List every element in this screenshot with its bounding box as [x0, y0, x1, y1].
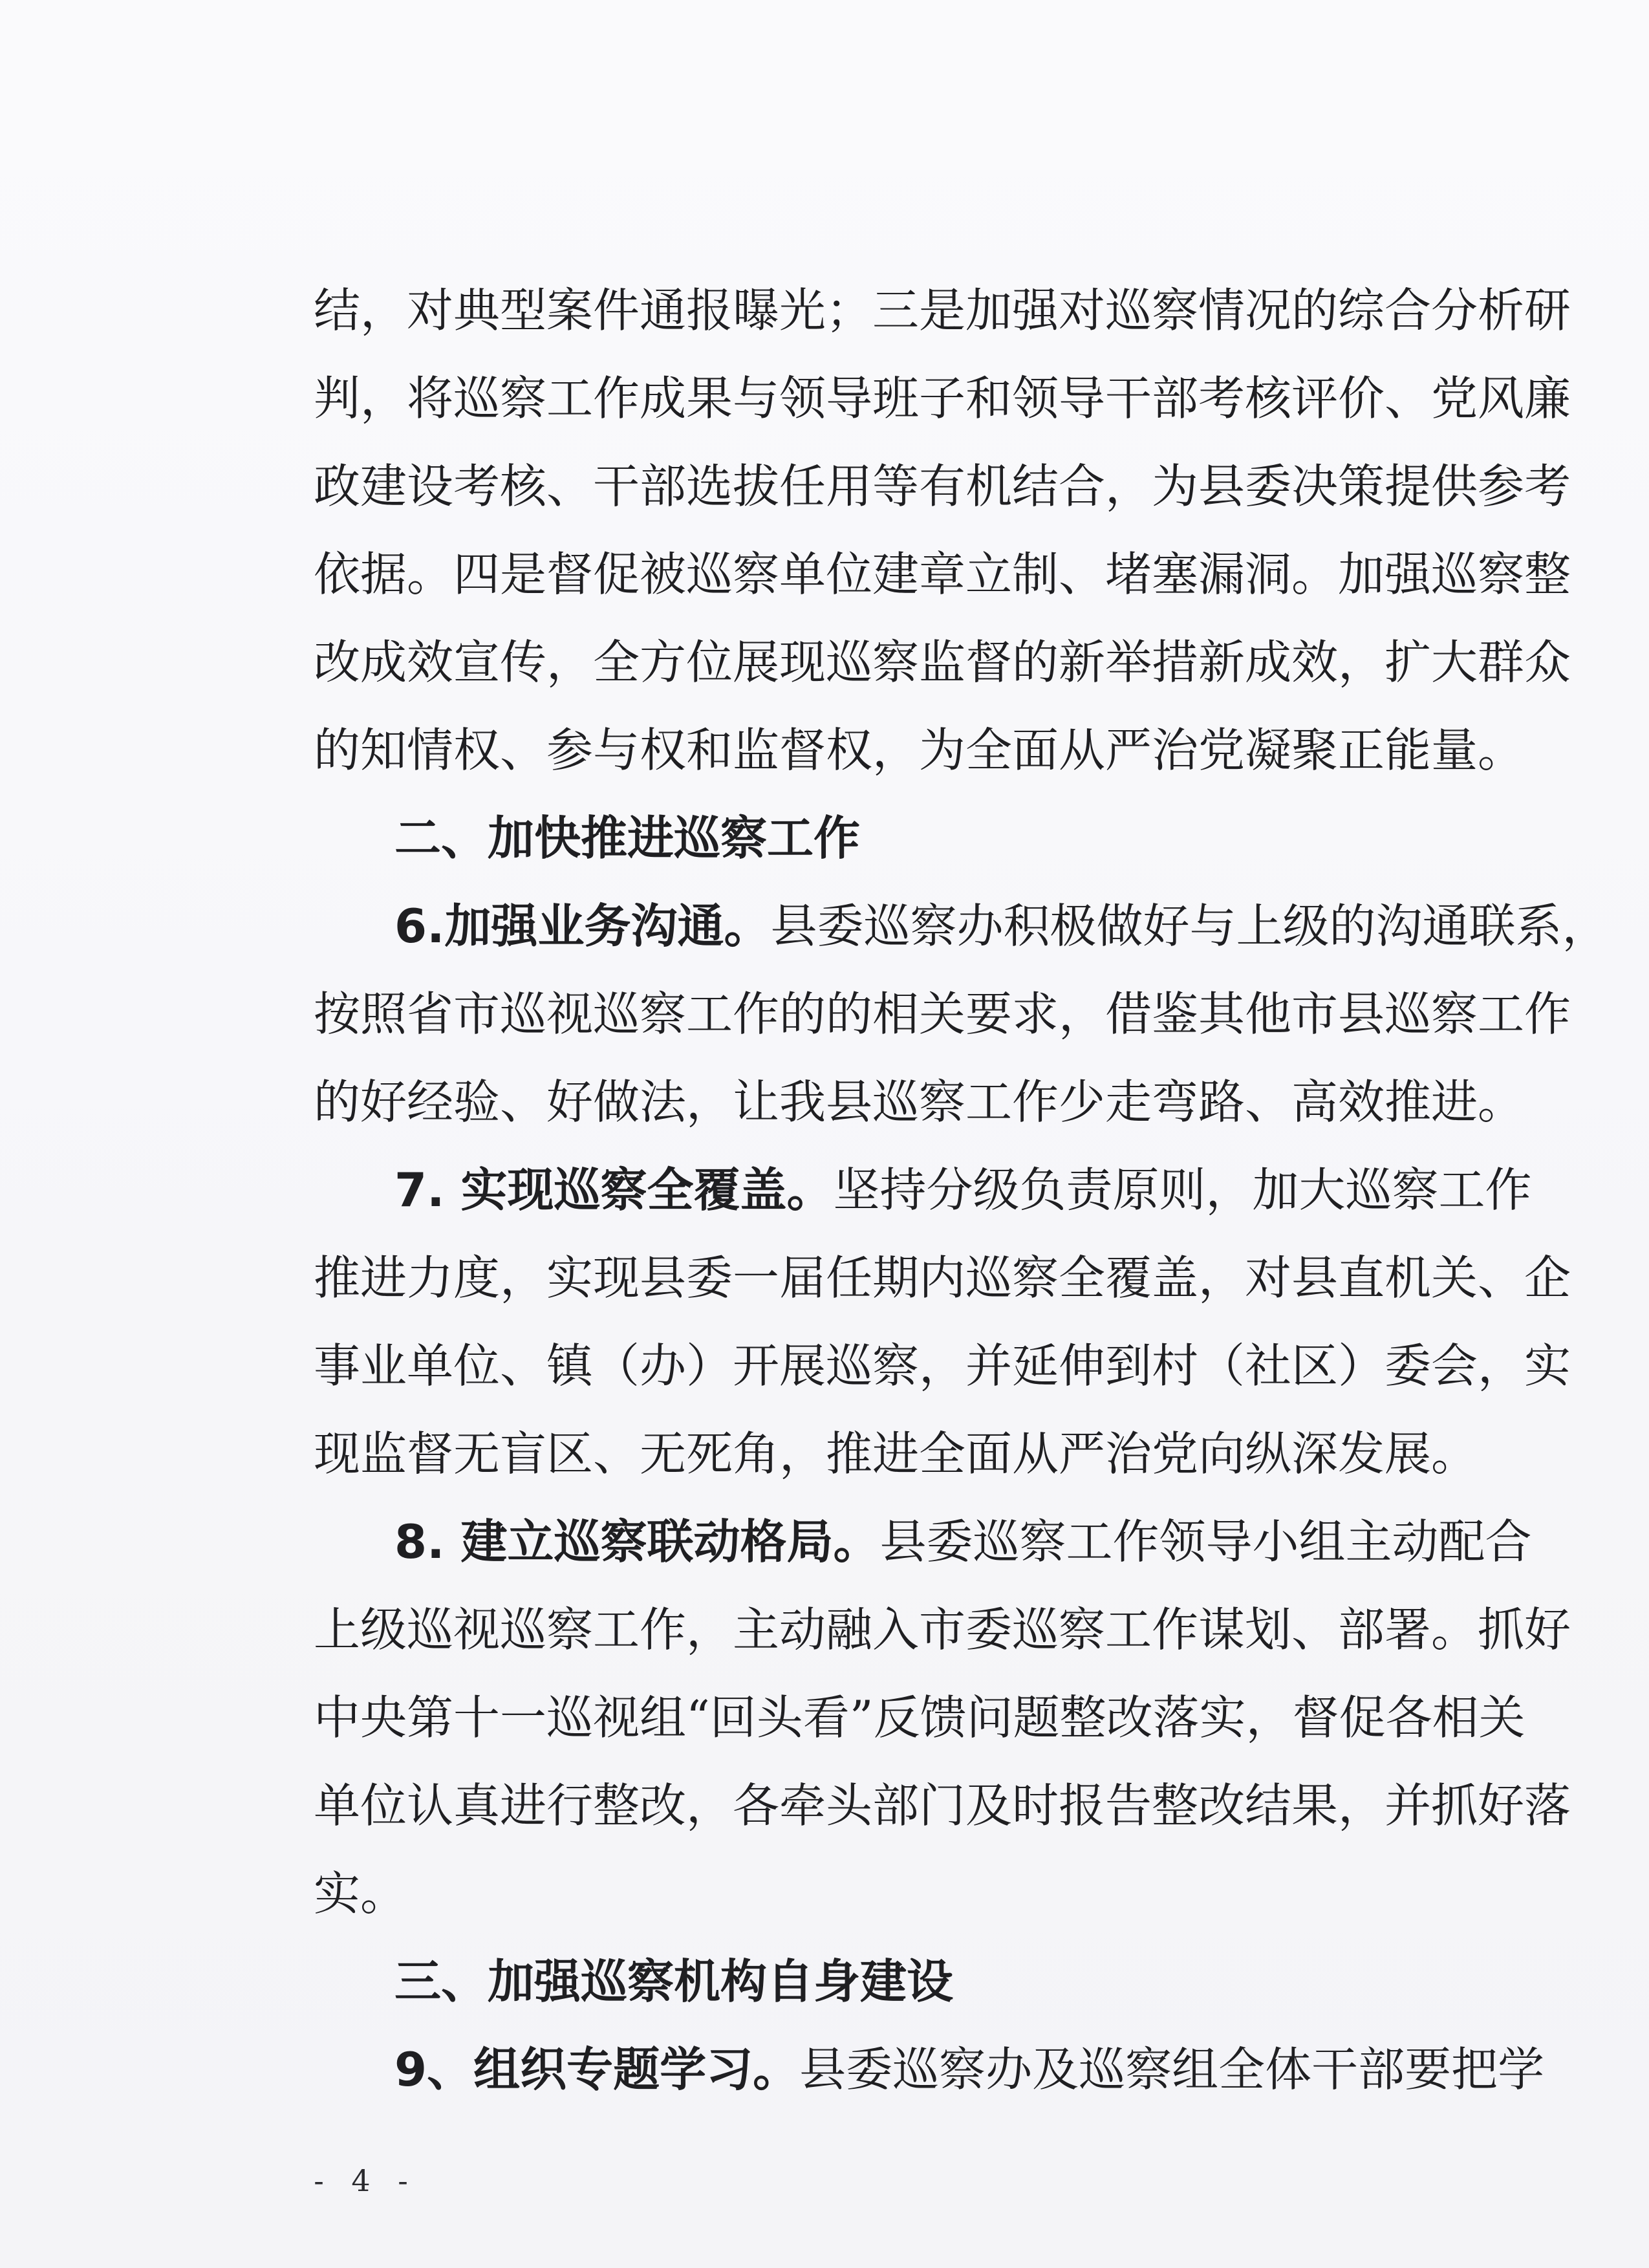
body-line: 判，将巡察工作成果与领导班子和领导干部考核评价、党风廉: [314, 371, 1571, 426]
item-6-lead: 6.加强业务沟通。: [394, 899, 771, 953]
body-line: 的知情权、参与权和监督权，为全面从严治党凝聚正能量。: [314, 723, 1525, 777]
body-line: 政建设考核、干部选拔任用等有机结合，为县委决策提供参考: [314, 459, 1571, 513]
section-heading: 二、加快推进巡察工作: [394, 811, 861, 865]
body-line: 上级巡视巡察工作，主动融入市委巡察工作谋划、部署。抓好: [314, 1603, 1571, 1657]
section-heading: 三、加强巡察机构自身建设: [394, 1954, 954, 2009]
item-7-lead: 7. 实现巡察全覆盖。: [394, 1163, 834, 1217]
body-line: 现监督无盲区、无死角，推进全面从严治党向纵深发展。: [314, 1427, 1478, 1481]
body-line: 实。: [314, 1866, 407, 1921]
item-9-first-line: [394, 2037, 1544, 2102]
page-number: - 4 -: [314, 2163, 417, 2198]
body-line: 推进力度，实现县委一届任期内巡察全覆盖，对县直机关、企: [314, 1251, 1571, 1305]
item-6-text: 县委巡察办积极做好与上级的沟通联系，: [770, 899, 1609, 953]
item-7-first-line: [394, 1158, 1532, 1222]
body-line: 单位认真进行整改，各牵头部门及时报告整改结果，并抓好落: [314, 1778, 1571, 1833]
item-6-first-line: [394, 894, 1608, 958]
item-9-text: 县委巡察办及巡察组全体干部要把学: [799, 2042, 1545, 2097]
item-7-text: 坚持分级负责原则，加大巡察工作: [833, 1163, 1532, 1217]
body-line: 依据。四是督促被巡察单位建章立制、堵塞漏洞。加强巡察整: [314, 547, 1571, 601]
body-line: 结，对典型案件通报曝光；三是加强对巡察情况的综合分析研: [314, 283, 1571, 338]
item-9-lead: 9、组织专题学习。: [394, 2042, 800, 2097]
body-line: 按照省市巡视巡察工作的的相关要求，借鉴其他市县巡察工作: [314, 987, 1571, 1041]
body-line: 改成效宣传，全方位展现巡察监督的新举措新成效，扩大群众: [314, 635, 1571, 689]
body-line: 事业单位、镇（办）开展巡察，并延伸到村（社区）委会，实: [314, 1339, 1571, 1393]
item-8-first-line: [394, 1509, 1532, 1574]
body-line: 的好经验、好做法，让我县巡察工作少走弯路、高效推进。: [314, 1075, 1525, 1129]
body-line: 中央第十一巡视组“回头看”反馈问题整改落实，督促各相关: [314, 1690, 1525, 1745]
item-8-text: 县委巡察工作领导小组主动配合: [879, 1515, 1532, 1569]
item-8-lead: 8. 建立巡察联动格局。: [394, 1515, 880, 1569]
